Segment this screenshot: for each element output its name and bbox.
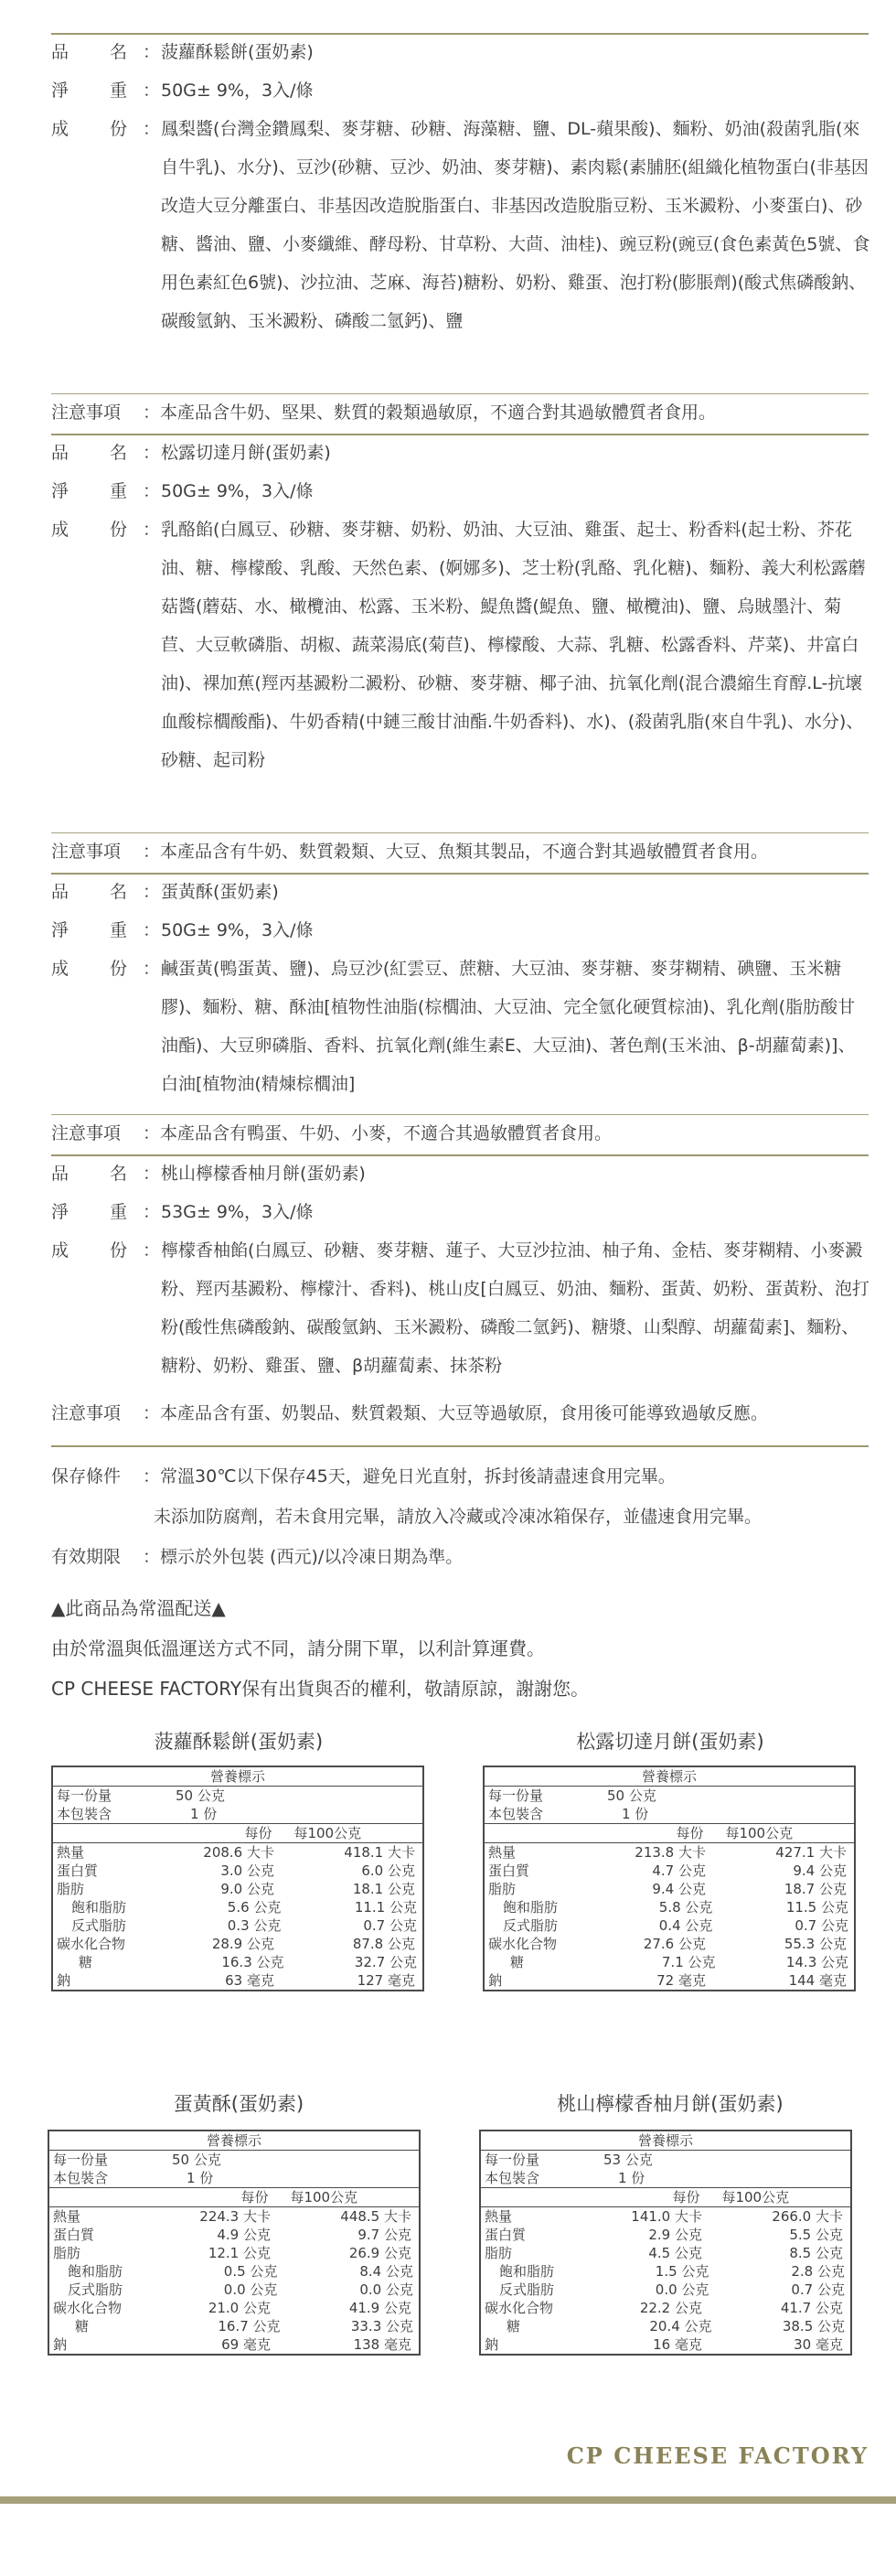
colon: ： (143, 959, 161, 979)
label-weight-a: 淨 (51, 920, 70, 940)
product-name: 桃山檸檬香柚月餅(蛋奶素) (161, 1164, 366, 1184)
nutrient-per-100g: 0.7 公克 (795, 1917, 848, 1934)
nutrient-row (49, 2299, 419, 2317)
product-weight-row (51, 71, 870, 110)
nutrient-per-100g: 2.8 公克 (791, 2263, 845, 2280)
expiry-label: 有效期限 (51, 1547, 122, 1567)
pack-row (485, 1805, 854, 1823)
pack-row (481, 2169, 850, 2187)
per-100g-header: 每100公克 (725, 1825, 794, 1841)
colon: ： (143, 481, 161, 501)
label-ingredients-a: 成 (51, 520, 70, 540)
serving-row (53, 1787, 422, 1805)
serving-label: 每一份量 (53, 2152, 109, 2168)
nutrient-per-100g: 138 毫克 (353, 2336, 411, 2353)
label-ingredients-b: 份 (110, 520, 129, 540)
nutrient-label: 糖 (510, 1954, 525, 1970)
allergy-note-2 (51, 832, 870, 871)
serving-row (49, 2151, 419, 2169)
nutrient-label: 熱量 (53, 2208, 81, 2225)
nutrient-label: 鈉 (485, 2336, 499, 2353)
product-ingredients-row (51, 950, 870, 1103)
product-section-1 (51, 33, 870, 340)
nutrient-per-serving: 3.0 公克 (220, 1862, 274, 1879)
nutrient-row (49, 2281, 419, 2299)
nutrition-table-4 (479, 2130, 852, 2356)
nutrient-per-100g: 11.5 公克 (785, 1899, 848, 1916)
label-weight-b: 重 (110, 481, 129, 501)
column-header-row (53, 1823, 422, 1842)
nutrient-row (481, 2281, 850, 2299)
nutrient-label: 碳水化合物 (485, 2300, 554, 2316)
nutrient-per-100g: 38.5 公克 (782, 2318, 846, 2334)
note-label: 注意事項 (51, 402, 122, 423)
label-name-b: 名 (110, 882, 129, 902)
nutrient-per-100g: 41.7 公克 (780, 2300, 843, 2316)
delivery-notice (51, 1588, 874, 1709)
serving-label: 每一份量 (57, 1787, 112, 1804)
nutrient-per-serving: 0.5 公克 (223, 2263, 278, 2280)
nutrient-per-serving: 4.5 公克 (648, 2245, 702, 2261)
pack-label: 本包裝含 (488, 1806, 544, 1822)
nutrient-label: 鈉 (488, 1972, 503, 1989)
nutrient-row (53, 1935, 422, 1953)
nutrient-per-100g: 8.5 公克 (789, 2245, 843, 2261)
nutrient-label: 碳水化合物 (53, 2300, 123, 2316)
label-name-a: 品 (51, 1164, 70, 1184)
nutrient-per-100g: 0.7 公克 (791, 2281, 845, 2298)
note-text: 本產品含有蛋、奶製品、麩質穀類、大豆等過敏原，食用後可能導致過敏反應。 (160, 1403, 769, 1423)
nutrient-label: 飽和脂肪 (68, 2263, 123, 2280)
label-ingredients-b: 份 (110, 959, 129, 979)
nutrient-row (53, 1898, 422, 1916)
nutrient-label: 反式脂肪 (503, 1917, 559, 1934)
nutrient-per-100g: 9.7 公克 (357, 2227, 411, 2243)
nutrient-per-100g: 0.0 公克 (359, 2281, 413, 2298)
nutrient-per-100g: 266.0 大卡 (772, 2208, 843, 2225)
nutrient-row (49, 2206, 419, 2226)
per-serving-header: 每份 (672, 2189, 700, 2206)
nutrition-title-1: 菠蘿酥鬆餅(蛋奶素) (154, 1731, 324, 1753)
pack-label: 本包裝含 (57, 1806, 112, 1822)
nutrient-label: 碳水化合物 (488, 1936, 558, 1952)
nutrient-per-100g: 30 毫克 (794, 2336, 843, 2353)
product-section-2 (51, 434, 870, 779)
nutrient-row (481, 2206, 850, 2226)
pack-label: 本包裝含 (53, 2170, 109, 2186)
colon: ： (143, 42, 161, 62)
product-name: 菠蘿酥鬆餅(蛋奶素) (161, 42, 314, 62)
column-header-row (49, 2187, 419, 2206)
nutrient-per-serving: 213.8 大卡 (635, 1844, 706, 1861)
label-name-b: 名 (110, 1164, 129, 1184)
nutrient-per-100g: 9.4 公克 (793, 1862, 847, 1879)
nutrient-label: 蛋白質 (53, 2227, 95, 2243)
nutrient-row (49, 2317, 419, 2335)
label-weight-a: 淨 (51, 1202, 70, 1222)
nutrient-row (53, 1842, 422, 1862)
nutrient-per-100g: 55.3 公克 (784, 1936, 847, 1952)
storage-line-1: 常溫30℃以下保存45天，避免日光直射，拆封後請盡速食用完畢。 (160, 1466, 676, 1487)
pack-label: 本包裝含 (485, 2170, 540, 2186)
serving-label: 每一份量 (488, 1787, 544, 1804)
nutrition-title-2: 松露切達月餅(蛋奶素) (576, 1731, 764, 1753)
nutrient-per-serving: 5.8 公克 (658, 1899, 713, 1916)
label-weight-b: 重 (110, 1202, 129, 1222)
nutrient-row (481, 2262, 850, 2281)
nutrient-per-serving: 72 毫克 (656, 1972, 706, 1989)
product-name-row (51, 33, 870, 71)
note-text: 本產品含有鴨蛋、牛奶、小麥，不適合其過敏體質者食用。 (160, 1123, 613, 1143)
colon: ： (143, 1202, 161, 1222)
nutrient-label: 脂肪 (53, 2245, 81, 2261)
nutrient-label: 熱量 (485, 2208, 513, 2225)
nutrition-title-3: 蛋黃酥(蛋奶素) (173, 2093, 304, 2115)
nutrient-row (485, 1935, 854, 1953)
product-name-row (51, 1154, 870, 1193)
nutrient-row (485, 1898, 854, 1916)
product-ingredients: 鳳梨醬(台灣金鑽鳳梨、麥芽糖、砂糖、海藻糖、鹽、DL-蘋果酸)、麵粉、奶油(殺菌乳脂(來自牛乳)、水分)、豆沙(砂糖、豆沙、奶油、麥芽糖)、素肉鬆(素脯胚(組織化植物蛋白(非基因改造大豆分離蛋白、非基因改造脫脂蛋白、非基因改造脫脂豆粉、玉米澱粉、小麥蛋白)、砂糖、醬油、鹽、小麥纖維、酵母粉、甘草粉、大茴、油桂)、豌豆粉(豌豆(食色素黃色5號、食用色素紅色6號)、沙拉油、芝麻、海苔)糖粉、奶粉、雞蛋、泡打粉(膨脹劑)(酸式焦磷酸鈉、碳酸氫鈉、玉米澱粉、磷酸二氫鈣)、鹽 (161, 119, 870, 331)
nutrient-per-100g: 33.3 公克 (350, 2318, 414, 2334)
label-name-a: 品 (51, 42, 70, 62)
footer-bar (0, 2496, 896, 2504)
nutrition-table-1 (51, 1766, 424, 1991)
nutrient-row (49, 2262, 419, 2281)
product-ingredients: 檸檬香柚餡(白鳳豆、砂糖、麥芽糖、蓮子、大豆沙拉油、柚子角、金桔、麥芽糊精、小麥澱粉、羥丙基澱粉、檸檬汁、香料)、桃山皮[白鳳豆、奶油、麵粉、蛋黃、奶粉、蛋黃粉、泡打粉(酸性焦磷酸鈉、碳酸氫鈉、玉米澱粉、磷酸二氫鈣)、糖漿、山梨醇、胡蘿蔔素]、麵粉、糖粉、奶粉、雞蛋、鹽、β胡蘿蔔素、抹茶粉 (161, 1240, 869, 1376)
nutrient-row (485, 1971, 854, 1990)
per-100g-header: 每100公克 (293, 1825, 362, 1841)
nutrient-per-100g: 26.9 公克 (348, 2245, 411, 2261)
product-name-row (51, 434, 870, 472)
nutrient-per-serving: 5.6 公克 (227, 1899, 282, 1916)
colon: ： (143, 1123, 161, 1143)
nutrient-per-100g: 144 毫克 (788, 1972, 847, 1989)
nutrient-per-serving: 0.4 公克 (658, 1917, 713, 1934)
product-weight: 53G± 9%，3入/條 (161, 1202, 314, 1222)
label-ingredients-a: 成 (51, 1240, 70, 1261)
pack-value: 1 份 (190, 1806, 218, 1822)
nutrient-row (481, 2335, 850, 2354)
nutrient-label: 飽和脂肪 (499, 2263, 555, 2280)
nutrient-per-100g: 418.1 大卡 (344, 1844, 415, 1861)
pack-row (49, 2169, 419, 2187)
label-name-b: 名 (110, 443, 129, 463)
divider (51, 1445, 869, 1447)
nutrient-per-serving: 1.5 公克 (655, 2263, 709, 2280)
nutrient-per-100g: 448.5 大卡 (340, 2208, 411, 2225)
nutrient-label: 熱量 (488, 1844, 517, 1861)
delivery-line-2: 由於常溫與低溫運送方式不同，請分開下單，以利計算運費。 (51, 1637, 545, 1659)
label-name-a: 品 (51, 443, 70, 463)
nutrient-per-100g: 0.7 公克 (363, 1917, 417, 1934)
label-weight-b: 重 (110, 80, 129, 101)
nutrient-per-serving: 69 毫克 (221, 2336, 271, 2353)
nutrient-per-100g: 5.5 公克 (789, 2227, 843, 2243)
nutrient-per-serving: 21.0 公克 (208, 2300, 271, 2316)
label-ingredients-b: 份 (110, 119, 129, 139)
product-ingredients-row (51, 1231, 870, 1385)
colon: ： (143, 842, 161, 862)
nutrient-row (53, 1880, 422, 1898)
nutrient-row (49, 2335, 419, 2354)
nutrient-row (49, 2226, 419, 2244)
nutrient-row (481, 2317, 850, 2335)
nutrition-table-2 (483, 1766, 856, 1991)
product-ingredients-row (51, 510, 870, 779)
nutrient-label: 蛋白質 (57, 1862, 99, 1879)
nutrient-label: 飽和脂肪 (503, 1899, 559, 1916)
nutrition-header: 營養標示 (53, 1767, 422, 1787)
label-ingredients-a: 成 (51, 119, 70, 139)
nutrient-per-100g: 87.8 公克 (352, 1936, 415, 1952)
label-ingredients-b: 份 (110, 1240, 129, 1261)
nutrient-per-serving: 4.7 公克 (652, 1862, 706, 1879)
colon: ： (143, 443, 161, 463)
nutrient-row (485, 1916, 854, 1935)
nutrient-label: 鈉 (57, 1972, 71, 1989)
product-weight-row (51, 472, 870, 510)
colon: ： (143, 1466, 161, 1487)
nutrient-per-100g: 6.0 公克 (361, 1862, 415, 1879)
product-weight: 50G± 9%，3入/條 (161, 481, 314, 501)
nutrient-label: 蛋白質 (485, 2227, 527, 2243)
nutrient-per-100g: 127 毫克 (357, 1972, 415, 1989)
per-serving-header: 每份 (240, 2189, 269, 2206)
nutrient-label: 糖 (75, 2318, 90, 2334)
per-serving-header: 每份 (244, 1825, 272, 1841)
product-weight-row (51, 1193, 870, 1231)
nutrient-row (485, 1953, 854, 1971)
expiry-text: 標示於外包裝 (西元)/以冷凍日期為準。 (160, 1547, 464, 1567)
nutrient-per-100g: 18.7 公克 (784, 1881, 847, 1897)
nutrient-per-serving: 224.3 大卡 (199, 2208, 271, 2225)
nutrition-header: 營養標示 (49, 2131, 419, 2151)
label-weight-b: 重 (110, 920, 129, 940)
note-label: 注意事項 (51, 1123, 122, 1143)
nutrient-per-serving: 22.2 公克 (639, 2300, 702, 2316)
nutrient-per-serving: 4.9 公克 (217, 2227, 271, 2243)
serving-value: 50 公克 (176, 1787, 225, 1804)
nutrient-row (481, 2226, 850, 2244)
nutrient-per-serving: 9.4 公克 (652, 1881, 706, 1897)
nutrient-per-100g: 427.1 大卡 (775, 1844, 847, 1861)
colon: ： (143, 1403, 161, 1423)
per-100g-header: 每100公克 (290, 2189, 358, 2206)
colon: ： (143, 882, 161, 902)
nutrient-per-serving: 9.0 公克 (220, 1881, 274, 1897)
nutrient-row (53, 1953, 422, 1971)
nutrient-per-serving: 20.4 公克 (649, 2318, 712, 2334)
nutrient-per-serving: 63 毫克 (225, 1972, 274, 1989)
nutrient-row (485, 1842, 854, 1862)
nutrient-row (481, 2299, 850, 2317)
nutrient-per-100g: 41.9 公克 (348, 2300, 411, 2316)
nutrient-per-serving: 16.7 公克 (218, 2318, 281, 2334)
nutrient-label: 脂肪 (488, 1881, 517, 1897)
per-serving-header: 每份 (676, 1825, 704, 1841)
nutrient-label: 碳水化合物 (57, 1936, 126, 1952)
nutrient-label: 糖 (507, 2318, 521, 2334)
nutrition-title-4: 桃山檸檬香柚月餅(蛋奶素) (557, 2093, 784, 2115)
colon: ： (143, 402, 161, 423)
product-name: 松露切達月餅(蛋奶素) (161, 443, 331, 463)
product-section-4 (51, 1154, 870, 1385)
nutrient-row (485, 1862, 854, 1880)
nutrient-per-serving: 2.9 公克 (648, 2227, 702, 2243)
label-ingredients-a: 成 (51, 959, 70, 979)
nutrition-header: 營養標示 (481, 2131, 850, 2151)
column-header-row (485, 1823, 854, 1842)
nutrient-per-serving: 0.0 公克 (223, 2281, 278, 2298)
product-ingredients-row (51, 110, 870, 340)
serving-value: 50 公克 (172, 2152, 221, 2168)
colon: ： (143, 920, 161, 940)
serving-value: 53 公克 (603, 2152, 653, 2168)
nutrient-label: 反式脂肪 (68, 2281, 123, 2298)
storage-row (51, 1456, 874, 1497)
pack-row (53, 1805, 422, 1823)
colon: ： (143, 119, 161, 139)
colon: ： (143, 80, 161, 101)
nutrient-label: 糖 (79, 1954, 93, 1970)
nutrient-row (53, 1862, 422, 1880)
nutrient-label: 熱量 (57, 1844, 85, 1861)
nutrition-table-3 (48, 2130, 421, 2356)
nutrient-per-serving: 16.3 公克 (221, 1954, 284, 1970)
nutrient-label: 脂肪 (485, 2245, 513, 2261)
nutrient-per-100g: 11.1 公克 (354, 1899, 417, 1916)
allergy-note-1 (51, 393, 870, 432)
nutrient-per-serving: 27.6 公克 (643, 1936, 706, 1952)
note-label: 注意事項 (51, 842, 122, 862)
nutrient-per-100g: 14.3 公克 (785, 1954, 849, 1970)
colon: ： (143, 520, 161, 540)
product-name: 蛋黃酥(蛋奶素) (161, 882, 279, 902)
nutrient-label: 鈉 (53, 2336, 68, 2353)
nutrient-row (49, 2244, 419, 2262)
brand-logo-text: CP CHEESE FACTORY (566, 2442, 869, 2469)
serving-row (481, 2151, 850, 2169)
product-ingredients: 乳酪餡(白鳳豆、砂糖、麥芽糖、奶粉、奶油、大豆油、雞蛋、起士、粉香料(起士粉、芥花油、糖、檸檬酸、乳酸、天然色素、(婀娜多)、芝士粉(乳酪、乳化糖)、麵粉、義大利松露蘑菇醬(蘑菇、水、橄欖油、松露、玉米粉、鯷魚醬(鯷魚、鹽、橄欖油)、鹽、烏賊墨汁、菊苣、大豆軟磷脂、胡椒、蔬菜湯底(菊苣)、檸檬酸、大蒜、乳糖、松露香料、芹菜)、井富白油)、裸加蕉(羥丙基澱粉二澱粉、砂糖、麥芽糖、椰子油、抗氧化劑(混合濃縮生育醇.L-抗壞血酸棕櫚酸酯)、牛奶香精(中鏈三酸甘油酯.牛奶香料)、水)、(殺菌乳脂(來自牛乳)、水分)、砂糖、起司粉 (161, 520, 866, 770)
nutrient-per-serving: 28.9 公克 (211, 1936, 274, 1952)
nutrient-label: 反式脂肪 (499, 2281, 555, 2298)
allergy-note-3 (51, 1114, 870, 1153)
note-label: 注意事項 (51, 1403, 122, 1423)
label-name-b: 名 (110, 42, 129, 62)
nutrient-label: 飽和脂肪 (71, 1899, 127, 1916)
serving-row (485, 1787, 854, 1805)
serving-label: 每一份量 (485, 2152, 540, 2168)
nutrient-row (485, 1880, 854, 1898)
label-weight-a: 淨 (51, 481, 70, 501)
nutrient-per-serving: 208.6 大卡 (203, 1844, 274, 1861)
nutrient-per-serving: 0.3 公克 (227, 1917, 282, 1934)
nutrition-header: 營養標示 (485, 1767, 854, 1787)
delivery-line-1: ▲此商品為常溫配送▲ (51, 1597, 226, 1619)
nutrient-per-serving: 0.0 公克 (655, 2281, 709, 2298)
nutrient-per-100g: 8.4 公克 (359, 2263, 413, 2280)
note-text: 本產品含牛奶、堅果、麩質的穀類過敏原，不適合對其過敏體質者食用。 (160, 402, 717, 423)
product-weight-row (51, 911, 870, 950)
serving-value: 50 公克 (607, 1787, 656, 1804)
nutrient-per-serving: 16 毫克 (653, 2336, 702, 2353)
storage-line-2: 未添加防腐劑，若未食用完畢，請放入冷藏或冷凍冰箱保存，並儘速食用完畢。 (154, 1507, 763, 1527)
nutrient-per-100g: 18.1 公克 (352, 1881, 415, 1897)
nutrient-label: 反式脂肪 (71, 1917, 127, 1934)
product-weight: 50G± 9%，3入/條 (161, 80, 314, 101)
expiry-row (51, 1537, 874, 1577)
nutrient-per-serving: 141.0 大卡 (631, 2208, 702, 2225)
nutrient-row (481, 2244, 850, 2262)
nutrient-per-100g: 32.7 公克 (354, 1954, 418, 1970)
colon: ： (143, 1547, 161, 1567)
storage-section (51, 1456, 874, 1577)
pack-value: 1 份 (618, 2170, 645, 2186)
per-100g-header: 每100公克 (721, 2189, 790, 2206)
storage-label: 保存條件 (51, 1466, 122, 1487)
note-text: 本產品含有牛奶、麩質穀類、大豆、魚類其製品，不適合對其過敏體質者食用。 (160, 842, 769, 862)
nutrient-row (53, 1916, 422, 1935)
product-name-row (51, 873, 870, 911)
colon: ： (143, 1240, 161, 1261)
nutrient-label: 蛋白質 (488, 1862, 530, 1879)
delivery-line-3: CP CHEESE FACTORY保有出貨與否的權利，敬請原諒，謝謝您。 (51, 1678, 590, 1700)
product-ingredients: 鹹蛋黃(鴨蛋黃、鹽)、烏豆沙(紅雲豆、蔗糖、大豆油、麥芽糖、麥芽糊精、碘鹽、玉米糖膠)、麵粉、糖、酥油[植物性油脂(棕櫚油、大豆油、完全氫化硬質棕油)、乳化劑(脂肪酸甘油酯)、大豆卵磷脂、香料、抗氧化劑(維生素E、大豆油)、著色劑(玉米油、β-胡蘿蔔素)]、白油[植物油(精煉棕櫚油] (161, 959, 856, 1094)
nutrient-per-serving: 12.1 公克 (208, 2245, 271, 2261)
pack-value: 1 份 (622, 1806, 649, 1822)
label-weight-a: 淨 (51, 80, 70, 101)
label-name-a: 品 (51, 882, 70, 902)
column-header-row (481, 2187, 850, 2206)
nutrient-per-serving: 7.1 公克 (661, 1954, 716, 1970)
pack-value: 1 份 (187, 2170, 214, 2186)
product-weight: 50G± 9%，3入/條 (161, 920, 314, 940)
colon: ： (143, 1164, 161, 1184)
product-section-3 (51, 873, 870, 1103)
nutrient-row (53, 1971, 422, 1990)
nutrient-label: 脂肪 (57, 1881, 85, 1897)
allergy-note-4 (51, 1394, 870, 1433)
